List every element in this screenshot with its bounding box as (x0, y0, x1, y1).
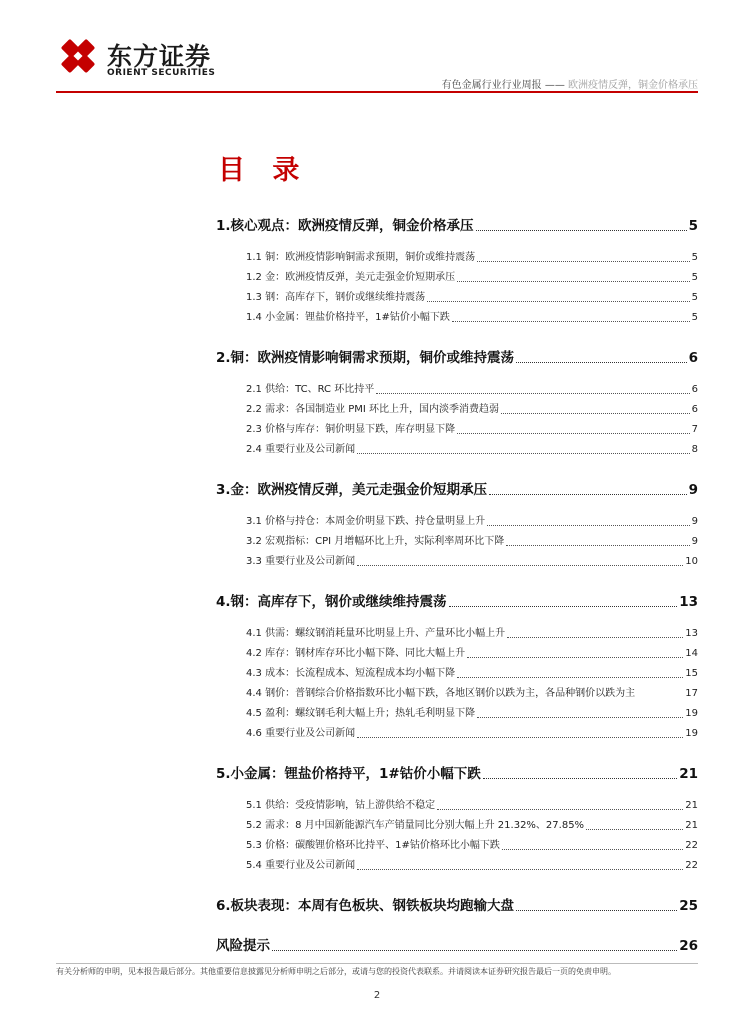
header-separator: —— (541, 80, 568, 91)
toc-heading[interactable] (216, 896, 698, 916)
dot-leader (357, 453, 690, 454)
toc-item-page: 5 (691, 252, 698, 263)
toc-item-label: 5.1 供给：受疫情影响，钴上游供给不稳定 (246, 800, 436, 811)
toc-heading[interactable] (216, 592, 698, 612)
toc-item-label: 5.4 重要行业及公司新闻 (246, 860, 356, 871)
toc-section (216, 216, 698, 328)
dot-leader (476, 230, 687, 231)
dot-leader (449, 606, 678, 607)
toc-heading-label: 4.钢：高库存下，钢价或继续维持震荡 (216, 594, 447, 610)
toc-item-label: 4.5 盈利：螺纹钢毛利大幅上升；热轧毛利明显下降 (246, 708, 476, 719)
toc-item-label: 4.4 钢价：普钢综合价格指数环比小幅下跌，各地区钢价以跌为主，各品种钢价以跌为主 (246, 688, 636, 699)
toc-heading[interactable] (216, 764, 698, 784)
orient-securities-logo-icon (56, 34, 100, 78)
footer-divider (56, 963, 698, 964)
toc-heading[interactable] (216, 216, 698, 236)
report-type: 有色金属行业行业周报 (441, 80, 542, 91)
dot-leader (516, 910, 677, 911)
toc-item-label: 4.3 成本：长流程成本、短流程成本均小幅下降 (246, 668, 456, 679)
dot-leader (467, 657, 683, 658)
dot-leader (452, 321, 690, 322)
toc-heading-label: 5.小金属：锂盐价格持平，1#钴价小幅下跌 (216, 766, 481, 782)
toc-section (216, 764, 698, 876)
toc-item[interactable] (216, 836, 698, 856)
dot-leader (506, 545, 689, 546)
toc-heading-label: 2.铜：欧洲疫情影响铜需求预期，铜价或维持震荡 (216, 350, 515, 366)
dot-leader (487, 525, 690, 526)
toc-item-label: 5.2 需求：8 月中国新能源汽车产销量同比分别大幅上升 21.32%、27.85% (246, 820, 585, 831)
dot-leader (501, 413, 690, 414)
footer-disclaimer: 有关分析师的申明，见本报告最后部分。其他重要信息披露见分析师申明之后部分，或请与您的投资代表联系。并请阅读本证券研究报告最后一页的免责申明。 (56, 967, 616, 976)
toc-item-page: 10 (685, 556, 698, 567)
dot-leader (586, 829, 683, 830)
toc-heading-page: 25 (679, 898, 698, 914)
dot-leader (489, 494, 687, 495)
toc-heading[interactable] (216, 480, 698, 500)
toc-item-label: 3.3 重要行业及公司新闻 (246, 556, 356, 567)
toc-item[interactable] (216, 380, 698, 400)
toc-item-page: 14 (685, 648, 698, 659)
toc-item-label: 4.6 重要行业及公司新闻 (246, 728, 356, 739)
toc-item[interactable] (216, 644, 698, 664)
toc-item-label: 1.4 小金属：锂盐价格持平，1#钴价小幅下跌 (246, 312, 450, 323)
header-divider (56, 91, 698, 93)
toc-heading-page: 9 (688, 482, 698, 498)
toc-item[interactable] (216, 420, 698, 440)
toc-title: 目 录 (218, 155, 309, 186)
toc-item[interactable] (216, 400, 698, 420)
dot-leader (357, 869, 683, 870)
dot-leader (507, 637, 683, 638)
toc-heading-page: 21 (679, 766, 698, 782)
toc-item-page: 22 (685, 860, 698, 871)
toc-item[interactable] (216, 552, 698, 572)
toc-heading-page: 6 (688, 350, 698, 366)
brand-name-cn: 东方证券 (107, 42, 212, 71)
table-of-contents (216, 216, 698, 976)
dot-leader (437, 809, 683, 810)
toc-item-page: 17 (685, 688, 698, 699)
dot-leader (457, 677, 683, 678)
toc-item[interactable] (216, 624, 698, 644)
toc-item[interactable] (216, 512, 698, 532)
toc-item-label: 2.4 重要行业及公司新闻 (246, 444, 356, 455)
toc-item-label: 1.1 铜：欧洲疫情影响铜需求预期，铜价或维持震荡 (246, 252, 476, 263)
toc-item-label: 3.2 宏观指标：CPI 月增幅环比上升，实际利率周环比下降 (246, 536, 505, 547)
dot-leader (457, 433, 690, 434)
toc-item[interactable] (216, 440, 698, 460)
toc-item-page: 22 (685, 840, 698, 851)
toc-item-page: 15 (685, 668, 698, 679)
dot-leader (477, 261, 690, 262)
toc-item[interactable] (216, 796, 698, 816)
toc-heading-page: 26 (679, 938, 698, 954)
toc-item-page: 8 (691, 444, 698, 455)
toc-section (216, 896, 698, 916)
toc-item-page: 5 (691, 272, 698, 283)
toc-item[interactable] (216, 664, 698, 684)
toc-heading-page: 13 (679, 594, 698, 610)
toc-item-page: 5 (691, 312, 698, 323)
dot-leader (357, 737, 683, 738)
toc-section (216, 592, 698, 744)
toc-item[interactable] (216, 308, 698, 328)
toc-heading[interactable] (216, 348, 698, 368)
report-subtitle: 欧洲疫情反弹，铜金价格承压 (568, 80, 698, 91)
toc-heading-label: 3.金：欧洲疫情反弹，美元走强金价短期承压 (216, 482, 488, 498)
toc-section (216, 480, 698, 572)
toc-item-label: 2.1 供给：TC、RC 环比持平 (246, 384, 375, 395)
toc-item[interactable] (216, 724, 698, 744)
toc-heading-label: 1.核心观点：欧洲疫情反弹，铜金价格承压 (216, 218, 474, 234)
toc-heading-label: 6.板块表现：本周有色板块、钢铁板块均跑输大盘 (216, 898, 515, 914)
toc-item-page: 19 (685, 728, 698, 739)
dot-leader (272, 950, 677, 951)
brand-name-en: ORIENT SECURITIES (107, 68, 216, 78)
toc-item-label: 1.2 金：欧洲疫情反弹，美元走强金价短期承压 (246, 272, 456, 283)
dot-leader (427, 301, 690, 302)
toc-section (216, 348, 698, 460)
toc-item-page: 21 (685, 800, 698, 811)
page-number: 2 (373, 990, 381, 1001)
toc-item-label: 5.3 价格：碳酸锂价格环比持平、1#钴价格环比小幅下跌 (246, 840, 500, 851)
toc-heading-label: 风险提示 (216, 938, 270, 954)
toc-item-page: 9 (691, 536, 698, 547)
toc-item[interactable] (216, 816, 698, 836)
toc-item-label: 1.3 钢：高库存下，钢价或继续维持震荡 (246, 292, 426, 303)
toc-item[interactable] (216, 856, 698, 876)
toc-heading-page: 5 (688, 218, 698, 234)
toc-item[interactable] (216, 248, 698, 268)
dot-leader (457, 281, 690, 282)
toc-item-label: 2.3 价格与库存：铜价明显下跌，库存明显下降 (246, 424, 456, 435)
toc-item[interactable] (216, 684, 698, 704)
toc-item-page: 6 (691, 404, 698, 415)
dot-leader (483, 778, 677, 779)
toc-item[interactable] (216, 268, 698, 288)
toc-item-page: 9 (691, 516, 698, 527)
toc-heading[interactable] (216, 936, 698, 956)
toc-item-page: 19 (685, 708, 698, 719)
toc-item[interactable] (216, 288, 698, 308)
dot-leader (357, 565, 683, 566)
toc-section (216, 936, 698, 956)
toc-item-page: 5 (691, 292, 698, 303)
toc-item-label: 3.1 价格与持仓：本周金价明显下跌、持仓量明显上升 (246, 516, 486, 527)
dot-leader (376, 393, 689, 394)
toc-item-page: 13 (685, 628, 698, 639)
toc-item-label: 4.1 供需：螺纹钢消耗量环比明显上升、产量环比小幅上升 (246, 628, 506, 639)
company-logo (56, 34, 256, 84)
toc-item-page: 21 (685, 820, 698, 831)
toc-item[interactable] (216, 704, 698, 724)
toc-item-page: 7 (691, 424, 698, 435)
dot-leader (502, 849, 683, 850)
toc-item-label: 2.2 需求：各国制造业 PMI 环比上升，国内淡季消费趋弱 (246, 404, 500, 415)
report-header-title (442, 76, 698, 91)
toc-item[interactable] (216, 532, 698, 552)
toc-item-page: 6 (691, 384, 698, 395)
dot-leader (516, 362, 687, 363)
dot-leader (477, 717, 683, 718)
toc-item-label: 4.2 库存：钢材库存环比小幅下降、同比大幅上升 (246, 648, 466, 659)
